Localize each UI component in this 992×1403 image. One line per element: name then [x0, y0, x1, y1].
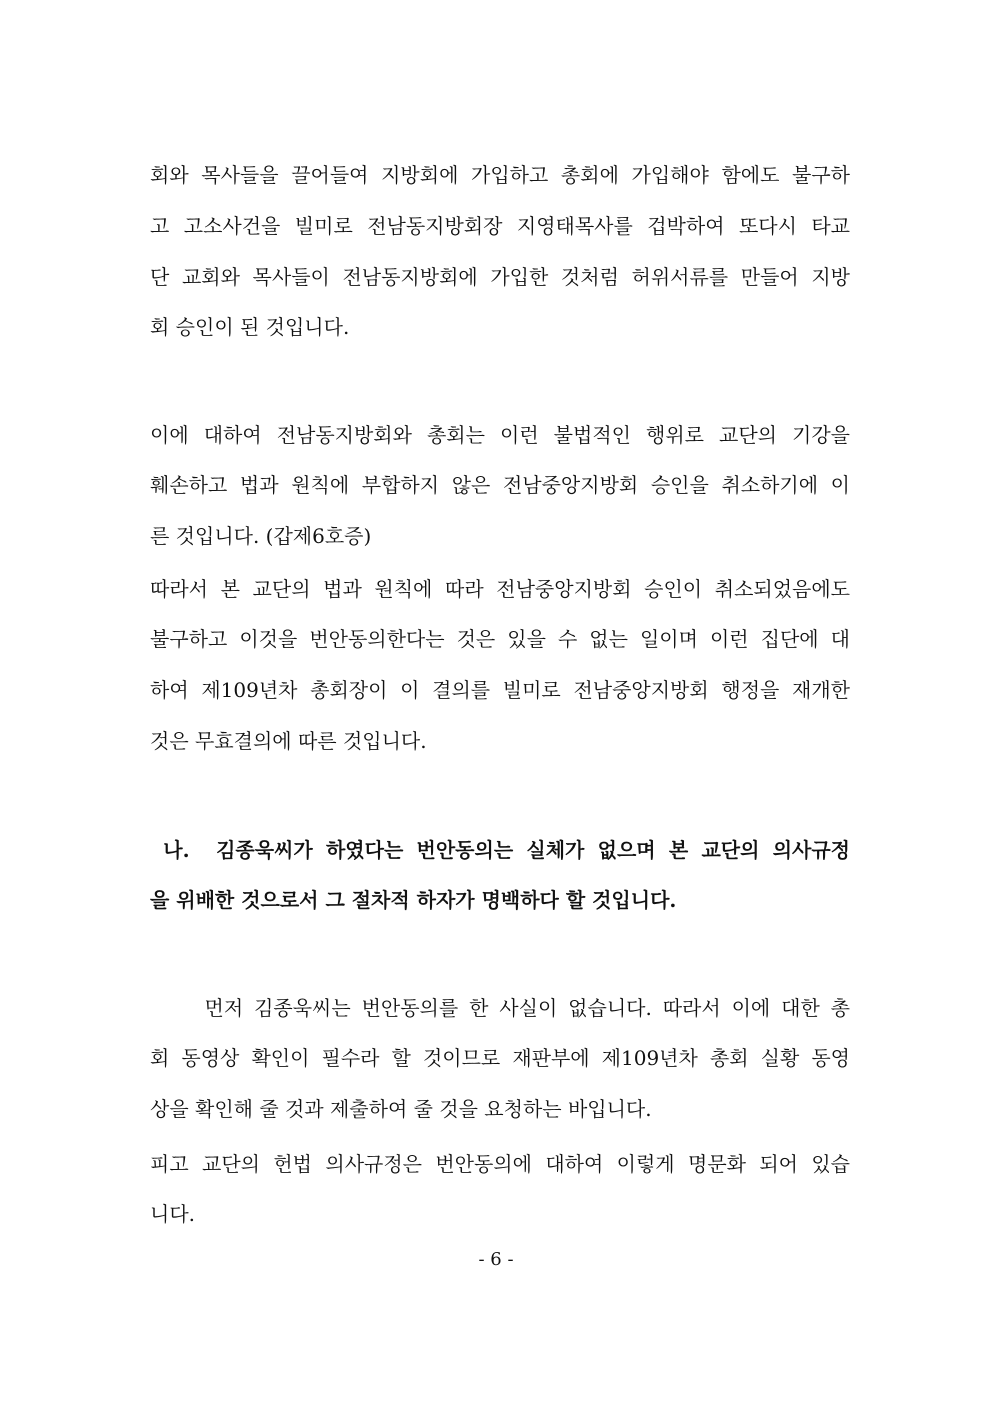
- paragraph-3-line-3: 하여 제109년차 총회장이 이 결의를 빌미로 전남중앙지방회 행정을 재개한: [150, 678, 850, 702]
- paragraph-2-line-3: 른 것입니다. (갑제6호증): [150, 524, 372, 548]
- paragraph-1-line-4: 회 승인이 된 것입니다.: [150, 315, 350, 339]
- paragraph-3-line-1: 따라서 본 교단의 법과 원칙에 따라 전남중앙지방회 승인이 취소되었음에도: [150, 577, 850, 601]
- paragraph-2-line-1: 이에 대하여 전남동지방회와 총회는 이런 불법적인 행위로 교단의 기강을: [150, 423, 850, 447]
- paragraph-3-line-2: 불구하고 이것을 번안동의한다는 것은 있을 수 없는 일이며 이런 집단에 대: [150, 627, 850, 651]
- paragraph-1-line-1: 회와 목사들을 끌어들여 지방회에 가입하고 총회에 가입해야 함에도 불구하: [150, 163, 850, 187]
- paragraph-2-line-2: 훼손하고 법과 원칙에 부합하지 않은 전남중앙지방회 승인을 취소하기에 이: [150, 473, 850, 497]
- paragraph-5-line-2: 회 동영상 확인이 필수라 할 것이므로 재판부에 제109년차 총회 실황 동영: [150, 1046, 850, 1070]
- paragraph-5-line-1: 먼저 김종욱씨는 번안동의를 한 사실이 없습니다. 따라서 이에 대한 총: [150, 996, 850, 1020]
- section-heading-line-1: 나. 김종욱씨가 하였다는 번안동의는 실체가 없으며 본 교단의 의사규정: [150, 838, 850, 862]
- page-number: - 6 -: [478, 1249, 514, 1270]
- paragraph-6-line-1: 피고 교단의 헌법 의사규정은 번안동의에 대하여 이렇게 명문화 되어 있습: [150, 1152, 850, 1176]
- paragraph-3-line-4: 것은 무효결의에 따른 것입니다.: [150, 729, 427, 753]
- paragraph-1-line-3: 단 교회와 목사들이 전남동지방회에 가입한 것처럼 허위서류를 만들어 지방: [150, 265, 850, 289]
- section-heading-line-2: 을 위배한 것으로서 그 절차적 하자가 명백하다 할 것입니다.: [150, 888, 677, 912]
- paragraph-6-line-2: 니다.: [150, 1202, 195, 1226]
- paragraph-1-line-2: 고 고소사건을 빌미로 전남동지방회장 지영태목사를 겁박하여 또다시 타교: [150, 214, 850, 238]
- paragraph-5-line-3: 상을 확인해 줄 것과 제출하여 줄 것을 요청하는 바입니다.: [150, 1097, 652, 1121]
